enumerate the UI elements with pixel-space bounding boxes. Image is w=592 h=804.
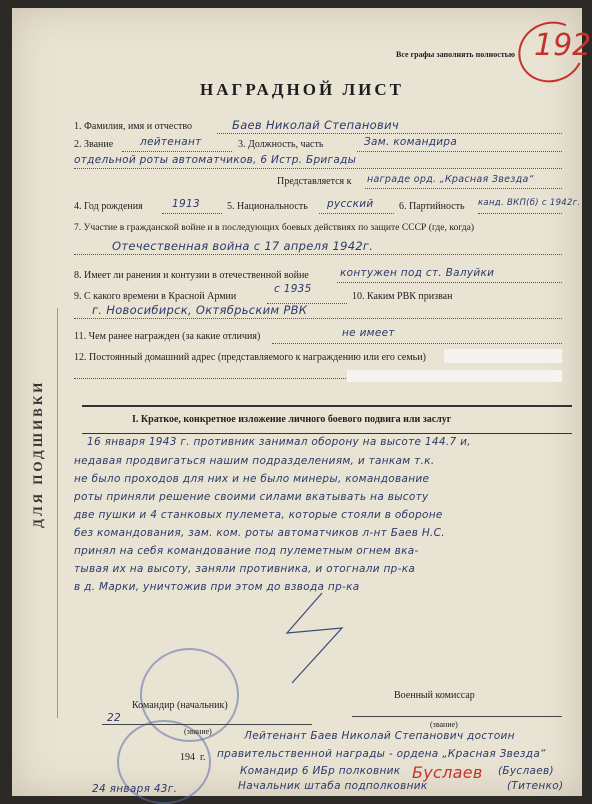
field-9-label: 9. С какого времени в Красной Армии [74,291,237,302]
narrative-line-6: без командования, зам. ком. роты автоматчиков л-нт Баев Н.С. [74,527,445,539]
field-1-value: Баев Николай Степанович [232,118,399,132]
narrative-line-4: роты приняли решение своими силами вкатывать на высоту [74,491,429,503]
narrative-line-1: 16 января 1943 г. противник занимал оборону на высоте 144.7 и, [87,436,471,448]
field-3-underline-2 [74,168,562,169]
bottom-date: 24 января 43г. [92,783,178,795]
field-5-label: 5. Национальность [227,201,308,212]
archive-number: 192 [534,28,592,63]
date-handwritten: 22 [107,712,121,724]
field-3-underline [357,151,562,152]
signer-name-2: (Титенко) [507,780,564,792]
address-redaction [444,349,562,363]
field-5-value: русский [327,198,374,210]
field-4-value: 1913 [172,198,200,210]
field-4-label: 4. Год рождения [74,201,143,212]
presented-label: Представляется к [277,176,352,187]
field-11-underline [272,343,562,344]
bottom-line-2: правительственной награды - ордена „Красная Звезда“ [217,748,546,760]
commander-label: Командир (начальник) [132,700,228,711]
narrative-line-2: недавая продвигаться нашим подразделениям, и танкам т.к. [74,455,435,467]
field-1-label: 1. Фамилия, имя и отчество [74,121,193,132]
bottom-line-3: Командир 6 ИБр полковник [240,765,401,777]
binding-side-label: ДЛЯ ПОДШИВКИ [30,379,45,528]
commissar-rank-label: (звание) [430,720,458,729]
presented-value: награде орд. „Красная Звезда“ [367,174,534,185]
commissar-sign-line [352,716,562,717]
field-10-underline [74,318,562,319]
field-10-label: 10. Каким РВК призван [352,291,453,302]
address-redaction-2 [347,370,562,382]
field-3-value-continued: отдельной роты автоматчиков, 6 Истр. Бригады [74,154,357,166]
field-7-label: 7. Участие в гражданской войне и в последующих боевых действиях по защите СССР (где, когда) [74,222,475,233]
field-11-label: 11. Чем ранее награжден (за какие отличия) [74,331,261,342]
section-1-title: I. Краткое, конкретное изложение личного боевого подвига или заслуг [132,414,452,425]
field-10-value: г. Новосибирск, Октябрьским РВК [92,303,308,317]
narrative-line-3: не было проходов для них и не было минеры, командование [74,473,430,485]
field-4-underline [162,213,222,214]
commissar-label: Военный комиссар [394,690,475,701]
presented-underline [365,188,562,189]
field-12-label: 12. Постоянный домашний адрес (представляемого к награждению или его семьи) [74,352,426,363]
field-1-underline [217,133,562,134]
signer-name-1: (Буслаев) [498,765,554,777]
field-6-underline [478,213,562,214]
bottom-line-4: Начальник штаба подполковник [238,780,428,792]
field-7-value: Отечественная война с 17 апреля 1942г. [112,239,374,253]
narrative-line-5: две пушки и 4 станковых пулемета, которые стояли в обороне [74,509,443,521]
field-3-value: Зам. командира [364,136,458,148]
field-8-label: 8. Имеет ли ранения и контузии в отечественной войне [74,270,309,281]
field-3-label: 3. Должность, часть [238,139,324,150]
field-5-underline [319,213,394,214]
binding-margin-line [57,308,58,718]
year-printed: 194 [180,752,195,763]
field-6-value: канд. ВКП(б) с 1942г. [478,198,581,208]
field-6-label: 6. Партийность [399,201,465,212]
commander-rank-label: (звание) [184,727,212,736]
field-11-value: не имеет [342,327,395,339]
field-7-underline [74,254,562,255]
narrative-line-8: тывая их на высоту, заняли противника, и отогнали пр-ка [74,563,416,575]
narrative-line-9: в д. Марки, уничтожив при этом до взвода пр-ка [74,581,360,593]
red-signature: Буслаев [412,763,483,782]
bottom-line-1: Лейтенант Баев Николай Степанович достоин [244,730,515,742]
award-sheet-paper [12,8,592,796]
document-title: НАГРАДНОЙ ЛИСТ [200,80,404,99]
fill-all-fields-note: Все графы заполнять полностью [396,50,516,59]
field-2-underline [122,151,232,152]
field-2-value: лейтенант [140,136,202,148]
blank-space-strike-mark [272,588,362,688]
narrative-line-7: принял на себя командование под пулеметным огнем вка- [74,545,419,557]
field-8-value: контужен под ст. Валуйки [340,267,495,279]
field-9-value: с 1935 [274,283,312,295]
field-2-label: 2. Звание [74,139,114,150]
field-8-underline [337,282,562,283]
commander-sign-line [102,724,312,725]
year-suffix: г. [200,752,206,763]
